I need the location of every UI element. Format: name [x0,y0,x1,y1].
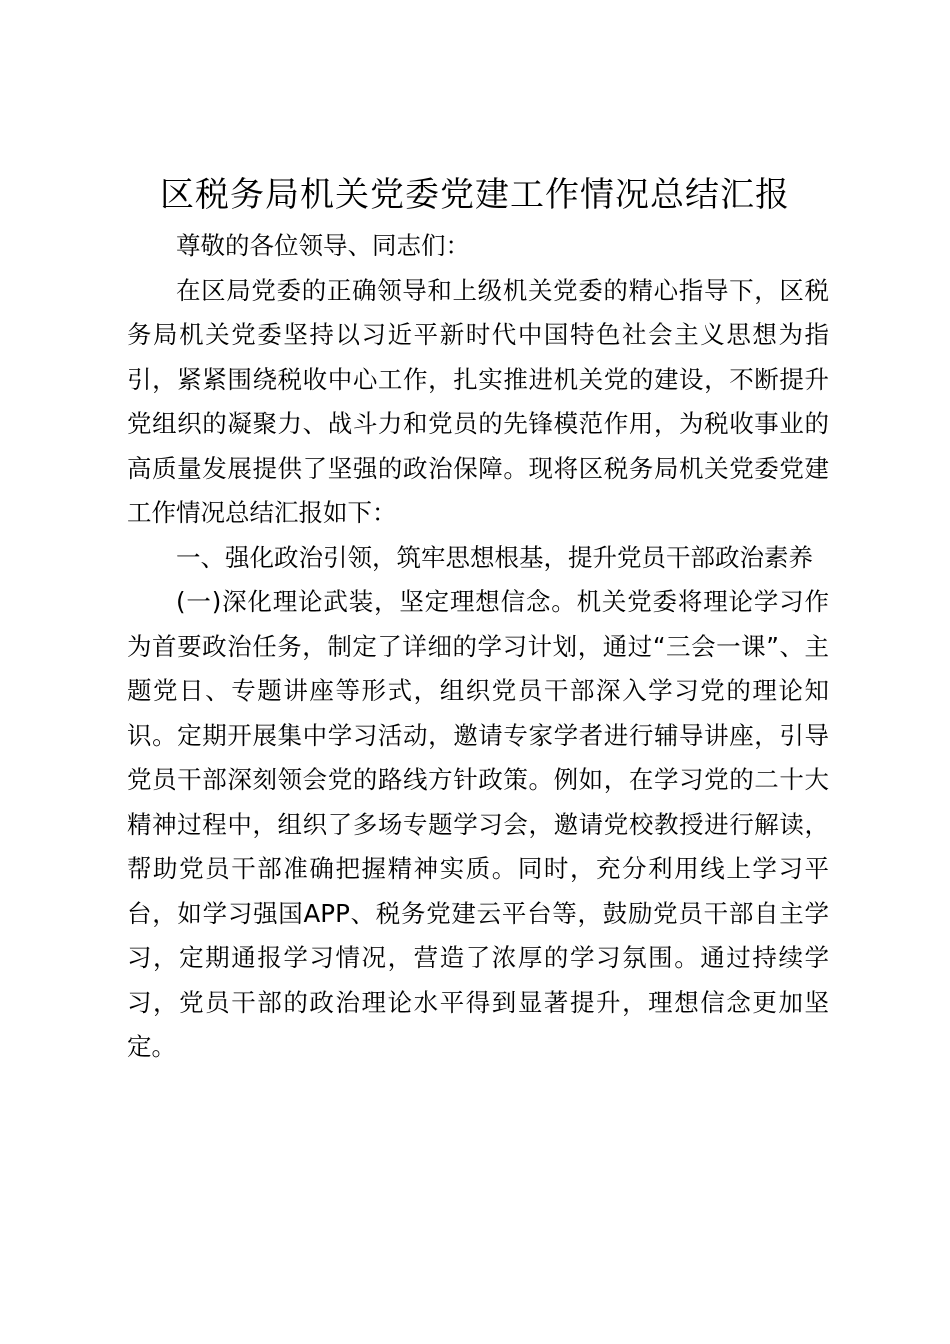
paragraph-1-1: (一)深化理论武装，坚定理想信念。机关党委将理论学习作为首要政治任务，制定了详细的学习计划，通过“三会一课”、主题党日、专题讲座等形式，组织党员干部深入学习党的理论知识。定期开展集中学习活动，邀请专家学者进行辅导讲座，引导党员干部深刻领会党的路线方针政策。例如，在学习党的二十大精神过程中，组织了多场专题学习会，邀请党校教授进行解读，帮助党员干部准确把握精神实质。同时，充分利用线上学习平台，如学习强国APP、税务党建云平台等，鼓励党员干部自主学习，定期通报学习情况，营造了浓厚的学习氛围。通过持续学习，党员干部的政治理论水平得到显著提升，理想信念更加坚定。 [127,587,829,1061]
section-heading-1: 一、强化政治引领，筑牢思想根基，提升党员干部政治素养 [176,542,813,572]
document-body [127,224,829,1070]
salutation: 尊敬的各位领导、同志们： [176,231,470,260]
paragraph-intro: 在区局党委的正确领导和上级机关党委的精心指导下，区税务局机关党委坚持以习近平新时代中国特色社会主义思想为指引，紧紧围绕税收中心工作，扎实推进机关党的建设，不断提升党组织的凝聚力、战斗力和党员的先锋模范作用，为税收事业的高质量发展提供了坚强的政治保障。现将区税务局机关党委党建工作情况总结汇报如下： [127,275,829,527]
document-title: 区税务局机关党委党建工作情况总结汇报 [160,175,790,215]
